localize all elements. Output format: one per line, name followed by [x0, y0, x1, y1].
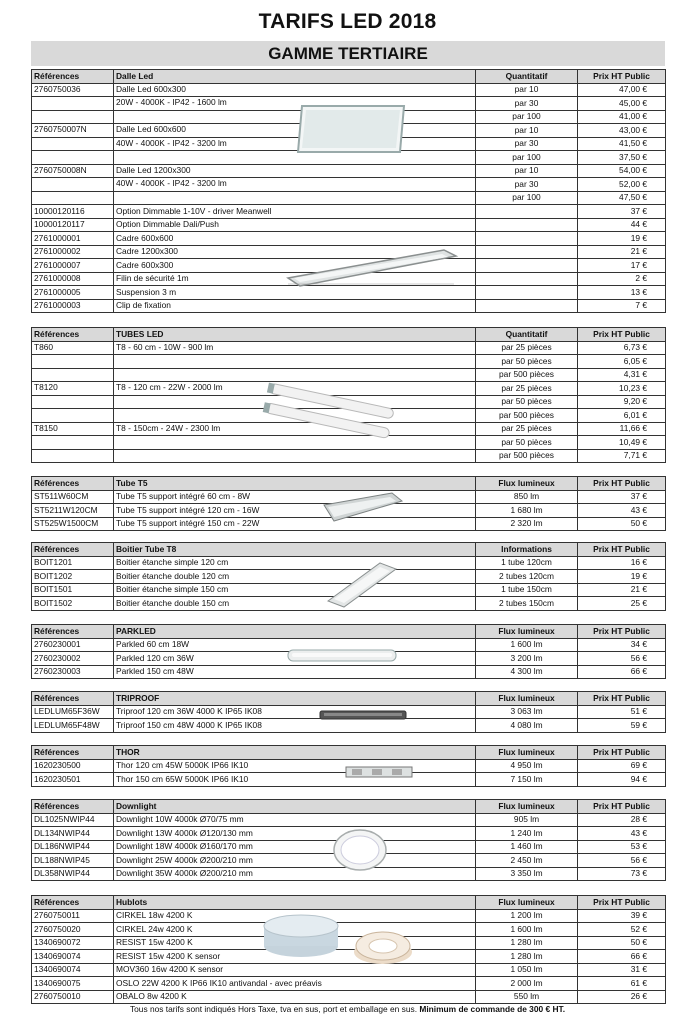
- price-cell: 53 €: [578, 840, 666, 854]
- quantity-cell: par 10: [476, 164, 578, 178]
- reference-cell: 1340690075: [32, 977, 114, 991]
- column-header-qty: Flux lumineux: [476, 896, 578, 910]
- reference-cell: DL358NWIP44: [32, 867, 114, 881]
- column-header-desc: Hublots: [114, 896, 476, 910]
- column-header-desc: PARKLED: [114, 625, 476, 639]
- quantity-cell: par 30: [476, 137, 578, 151]
- description-cell: Tube T5 support intégré 120 cm - 16W: [114, 504, 476, 518]
- price-cell: 41,50 €: [578, 137, 666, 151]
- description-cell: [114, 151, 476, 165]
- price-cell: 21 €: [578, 245, 666, 259]
- reference-cell: 10000120116: [32, 205, 114, 219]
- price-cell: 37,50 €: [578, 151, 666, 165]
- column-header-qty: Quantitatif: [476, 70, 578, 84]
- column-header-ref: Références: [32, 328, 114, 342]
- t5-tube-image: [322, 491, 404, 527]
- quantity-cell: par 10: [476, 83, 578, 97]
- description-cell: Suspension 3 m: [114, 286, 476, 300]
- info-cell: 2 450 lm: [476, 854, 578, 868]
- price-cell: 28 €: [578, 813, 666, 827]
- price-cell: 51 €: [578, 705, 666, 719]
- reference-cell: 1340690074: [32, 963, 114, 977]
- price-cell: 52,00 €: [578, 178, 666, 192]
- reference-cell: LEDLUM65F48W: [32, 719, 114, 733]
- table-row: [32, 909, 666, 923]
- table-row: [32, 950, 666, 964]
- reference-cell: BOIT1501: [32, 583, 114, 597]
- description-cell: 40W - 4000K - IP42 - 3200 lm: [114, 137, 476, 151]
- quantity-cell: par 25 pièces: [476, 382, 578, 396]
- price-cell: 21 €: [578, 583, 666, 597]
- column-header-qty: Flux lumineux: [476, 477, 578, 491]
- price-cell: 43 €: [578, 504, 666, 518]
- price-cell: 54,00 €: [578, 164, 666, 178]
- description-cell: [114, 191, 476, 205]
- table-row: [32, 665, 666, 679]
- table-row: [32, 923, 666, 937]
- info-cell: 1 tube 120cm: [476, 556, 578, 570]
- description-cell: 40W - 4000K - IP42 - 3200 lm: [114, 178, 476, 192]
- description-cell: Downlight 10W 4000k Ø70/75 mm: [114, 813, 476, 827]
- reference-cell: 2760750007N: [32, 124, 114, 138]
- dalle-panel-image: [296, 100, 408, 158]
- table-row: [32, 191, 666, 205]
- info-cell: 550 lm: [476, 990, 578, 1004]
- quantity-cell: [476, 232, 578, 246]
- price-cell: 19 €: [578, 570, 666, 584]
- price-cell: 11,66 €: [578, 422, 666, 436]
- price-cell: 66 €: [578, 665, 666, 679]
- reference-cell: [32, 355, 114, 369]
- column-header-price: Prix HT Public: [578, 543, 666, 557]
- table-row: [32, 977, 666, 991]
- price-cell: 47,50 €: [578, 191, 666, 205]
- price-cell: 52 €: [578, 923, 666, 937]
- parkled-image: [286, 646, 398, 666]
- info-cell: 1 050 lm: [476, 963, 578, 977]
- info-cell: 1 280 lm: [476, 950, 578, 964]
- quantity-cell: par 500 pièces: [476, 449, 578, 463]
- header-row: [32, 70, 666, 84]
- quantity-cell: [476, 245, 578, 259]
- quantity-cell: par 50 pièces: [476, 395, 578, 409]
- column-header-qty: Flux lumineux: [476, 800, 578, 814]
- info-cell: 3 200 lm: [476, 652, 578, 666]
- description-cell: Downlight 13W 4000k Ø120/130 mm: [114, 827, 476, 841]
- price-cell: 6,05 €: [578, 355, 666, 369]
- reference-cell: DL1025NWIP44: [32, 813, 114, 827]
- quantity-cell: par 30: [476, 178, 578, 192]
- info-cell: 4 300 lm: [476, 665, 578, 679]
- column-header-desc: TUBES LED: [114, 328, 476, 342]
- quantity-cell: par 25 pièces: [476, 341, 578, 355]
- info-cell: 1 tube 150cm: [476, 583, 578, 597]
- table-row: [32, 178, 666, 192]
- reference-cell: 2760750010: [32, 990, 114, 1004]
- quantity-cell: [476, 299, 578, 313]
- info-cell: 1 600 lm: [476, 638, 578, 652]
- price-cell: 69 €: [578, 759, 666, 773]
- info-cell: 1 200 lm: [476, 909, 578, 923]
- reference-cell: 1620230500: [32, 759, 114, 773]
- column-header-qty: Informations: [476, 543, 578, 557]
- reference-cell: T8120: [32, 382, 114, 396]
- price-cell: 47,00 €: [578, 83, 666, 97]
- reference-cell: ST5211W120CM: [32, 504, 114, 518]
- column-header-price: Prix HT Public: [578, 800, 666, 814]
- description-cell: Downlight 35W 4000k Ø200/210 mm: [114, 867, 476, 881]
- description-cell: Tube T5 support intégré 150 cm - 22W: [114, 517, 476, 531]
- description-cell: Option Dimmable 1-10V - driver Meanwell: [114, 205, 476, 219]
- header-row: [32, 800, 666, 814]
- description-cell: Triproof 150 cm 48W 4000 K IP65 IK08: [114, 719, 476, 733]
- description-cell: Boitier étanche simple 120 cm: [114, 556, 476, 570]
- cirkel-image: [262, 912, 340, 960]
- description-cell: Boitier étanche double 150 cm: [114, 597, 476, 611]
- quantity-cell: [476, 286, 578, 300]
- column-header-price: Prix HT Public: [578, 70, 666, 84]
- column-header-price: Prix HT Public: [578, 625, 666, 639]
- header-row: [32, 477, 666, 491]
- reference-cell: [32, 436, 114, 450]
- description-cell: Boitier étanche double 120 cm: [114, 570, 476, 584]
- column-header-ref: Références: [32, 896, 114, 910]
- price-cell: 6,73 €: [578, 341, 666, 355]
- price-cell: 44 €: [578, 218, 666, 232]
- description-cell: Clip de fixation: [114, 299, 476, 313]
- reference-cell: 2761000002: [32, 245, 114, 259]
- description-cell: Dalle Led 600x300: [114, 83, 476, 97]
- quantity-cell: par 100: [476, 191, 578, 205]
- description-cell: OSLO 22W 4200 K IP66 IK10 antivandal - avec préavis: [114, 977, 476, 991]
- column-header-desc: Downlight: [114, 800, 476, 814]
- column-header-ref: Références: [32, 746, 114, 760]
- reference-cell: BOIT1201: [32, 556, 114, 570]
- reference-cell: 2760750020: [32, 923, 114, 937]
- thor-image: [344, 761, 414, 785]
- description-cell: Thor 120 cm 45W 5000K IP66 IK10: [114, 759, 476, 773]
- reference-cell: [32, 137, 114, 151]
- description-cell: T8 - 150cm - 24W - 2300 lm: [114, 422, 476, 436]
- footer-text: Tous nos tarifs sont indiqués Hors Taxe, tva en sus, port et emballage en sus.: [129, 1004, 420, 1014]
- description-cell: Cadre 600x600: [114, 232, 476, 246]
- column-header-ref: Références: [32, 800, 114, 814]
- description-cell: Downlight 25W 4000k Ø200/210 mm: [114, 854, 476, 868]
- column-header-qty: Flux lumineux: [476, 746, 578, 760]
- price-cell: 34 €: [578, 638, 666, 652]
- price-cell: 43,00 €: [578, 124, 666, 138]
- reference-cell: [32, 409, 114, 423]
- header-row: [32, 746, 666, 760]
- reference-cell: 1340690072: [32, 936, 114, 950]
- reference-cell: [32, 191, 114, 205]
- cadre-image: [284, 246, 460, 290]
- description-cell: Cadre 600x300: [114, 259, 476, 273]
- price-cell: 31 €: [578, 963, 666, 977]
- table-row: [32, 963, 666, 977]
- info-cell: 4 950 lm: [476, 759, 578, 773]
- price-cell: 50 €: [578, 936, 666, 950]
- reference-cell: 1340690074: [32, 950, 114, 964]
- column-header-desc: THOR: [114, 746, 476, 760]
- info-cell: 2 000 lm: [476, 977, 578, 991]
- price-cell: 73 €: [578, 867, 666, 881]
- description-cell: Parkled 120 cm 36W: [114, 652, 476, 666]
- info-cell: 2 tubes 120cm: [476, 570, 578, 584]
- reference-cell: 2760230002: [32, 652, 114, 666]
- boitier-image: [324, 557, 400, 609]
- reference-cell: 2761000005: [32, 286, 114, 300]
- info-cell: 2 320 lm: [476, 517, 578, 531]
- table-row: [32, 813, 666, 827]
- price-cell: 37 €: [578, 205, 666, 219]
- column-header-price: Prix HT Public: [578, 746, 666, 760]
- reference-cell: 2761000008: [32, 272, 114, 286]
- quantity-cell: [476, 218, 578, 232]
- price-cell: 41,00 €: [578, 110, 666, 124]
- quantity-cell: [476, 259, 578, 273]
- info-cell: 905 lm: [476, 813, 578, 827]
- column-header-ref: Références: [32, 543, 114, 557]
- column-header-qty: Flux lumineux: [476, 625, 578, 639]
- column-header-price: Prix HT Public: [578, 328, 666, 342]
- table-row: [32, 341, 666, 355]
- price-cell: 39 €: [578, 909, 666, 923]
- tube-image: [262, 380, 398, 446]
- column-header-price: Prix HT Public: [578, 477, 666, 491]
- table-row: [32, 355, 666, 369]
- quantity-cell: par 100: [476, 151, 578, 165]
- price-cell: 7 €: [578, 299, 666, 313]
- reference-cell: 1620230501: [32, 773, 114, 787]
- info-cell: 850 lm: [476, 490, 578, 504]
- reference-cell: BOIT1502: [32, 597, 114, 611]
- column-header-desc: TRIPROOF: [114, 692, 476, 706]
- info-cell: 3 063 lm: [476, 705, 578, 719]
- reference-cell: 2760750011: [32, 909, 114, 923]
- column-header-desc: Boitier Tube T8: [114, 543, 476, 557]
- price-cell: 94 €: [578, 773, 666, 787]
- quantity-cell: par 50 pièces: [476, 355, 578, 369]
- info-cell: 4 080 lm: [476, 719, 578, 733]
- price-cell: 17 €: [578, 259, 666, 273]
- description-cell: Filin de sécurité 1m: [114, 272, 476, 286]
- footer-note: [0, 1004, 695, 1014]
- description-cell: RESIST 15w 4200 K: [114, 936, 476, 950]
- price-cell: 45,00 €: [578, 97, 666, 111]
- reference-cell: T8150: [32, 422, 114, 436]
- reference-cell: 2761000001: [32, 232, 114, 246]
- header-row: [32, 543, 666, 557]
- table-row: [32, 205, 666, 219]
- table-row: [32, 936, 666, 950]
- reference-cell: [32, 395, 114, 409]
- page-title: TARIFS LED 2018: [258, 10, 437, 33]
- quantity-cell: par 25 pièces: [476, 422, 578, 436]
- price-cell: 26 €: [578, 990, 666, 1004]
- description-cell: MOV360 16w 4200 K sensor: [114, 963, 476, 977]
- quantity-cell: par 30: [476, 97, 578, 111]
- price-cell: 25 €: [578, 597, 666, 611]
- reference-cell: [32, 97, 114, 111]
- quantity-cell: [476, 205, 578, 219]
- reference-cell: [32, 110, 114, 124]
- price-cell: 4,31 €: [578, 368, 666, 382]
- price-cell: 50 €: [578, 517, 666, 531]
- reference-cell: [32, 151, 114, 165]
- info-cell: 1 460 lm: [476, 840, 578, 854]
- description-cell: [114, 110, 476, 124]
- reference-cell: DL134NWIP44: [32, 827, 114, 841]
- price-cell: 6,01 €: [578, 409, 666, 423]
- description-cell: RESIST 15w 4200 K sensor: [114, 950, 476, 964]
- quantity-cell: par 500 pièces: [476, 368, 578, 382]
- reference-cell: ST511W60CM: [32, 490, 114, 504]
- reference-cell: [32, 449, 114, 463]
- price-cell: 7,71 €: [578, 449, 666, 463]
- table-row: [32, 83, 666, 97]
- reference-cell: DL186NWIP44: [32, 840, 114, 854]
- reference-cell: [32, 368, 114, 382]
- column-header-qty: Flux lumineux: [476, 692, 578, 706]
- description-cell: [114, 449, 476, 463]
- table-row: [32, 449, 666, 463]
- table-row: [32, 299, 666, 313]
- description-cell: OBALO 8w 4200 K: [114, 990, 476, 1004]
- price-cell: 10,49 €: [578, 436, 666, 450]
- downlight-image: [332, 828, 388, 872]
- reference-cell: ST525W1500CM: [32, 517, 114, 531]
- header-row: [32, 896, 666, 910]
- column-header-ref: Références: [32, 70, 114, 84]
- description-cell: Thor 150 cm 65W 5000K IP66 IK10: [114, 773, 476, 787]
- column-header-price: Prix HT Public: [578, 896, 666, 910]
- triproof-image: [318, 705, 408, 725]
- reference-cell: LEDLUM65F36W: [32, 705, 114, 719]
- description-cell: 20W - 4000K - IP42 - 1600 lm: [114, 97, 476, 111]
- reference-cell: 2760750036: [32, 83, 114, 97]
- price-cell: 56 €: [578, 652, 666, 666]
- page-subtitle: GAMME TERTIAIRE: [31, 41, 665, 66]
- reference-cell: 10000120117: [32, 218, 114, 232]
- description-cell: Boitier étanche simple 150 cm: [114, 583, 476, 597]
- table-row: [32, 164, 666, 178]
- info-cell: 3 350 lm: [476, 867, 578, 881]
- info-cell: 1 280 lm: [476, 936, 578, 950]
- column-header-ref: Références: [32, 477, 114, 491]
- footer-minimum: Minimum de commande de 300 € HT.: [419, 1004, 566, 1014]
- price-cell: 16 €: [578, 556, 666, 570]
- description-cell: CIRKEL 18w 4200 K: [114, 909, 476, 923]
- table-row: [32, 232, 666, 246]
- info-cell: 7 150 lm: [476, 773, 578, 787]
- quantity-cell: par 10: [476, 124, 578, 138]
- description-cell: Tube T5 support intégré 60 cm - 8W: [114, 490, 476, 504]
- price-cell: 59 €: [578, 719, 666, 733]
- description-cell: Parkled 60 cm 18W: [114, 638, 476, 652]
- quantity-cell: [476, 272, 578, 286]
- price-cell: 43 €: [578, 827, 666, 841]
- reference-cell: 2760230003: [32, 665, 114, 679]
- reference-cell: DL188NWIP45: [32, 854, 114, 868]
- info-cell: 2 tubes 150cm: [476, 597, 578, 611]
- column-header-desc: Tube T5: [114, 477, 476, 491]
- reference-cell: 2761000003: [32, 299, 114, 313]
- description-cell: Option Dimmable Dali/Push: [114, 218, 476, 232]
- reference-cell: [32, 178, 114, 192]
- header-row: [32, 625, 666, 639]
- reference-cell: 2760230001: [32, 638, 114, 652]
- description-cell: Parkled 150 cm 48W: [114, 665, 476, 679]
- table-row: [32, 990, 666, 1004]
- price-cell: 56 €: [578, 854, 666, 868]
- column-header-ref: Références: [32, 692, 114, 706]
- description-cell: T8 - 60 cm - 10W - 900 lm: [114, 341, 476, 355]
- price-cell: 9,20 €: [578, 395, 666, 409]
- hublots-table: [31, 895, 666, 1004]
- description-cell: CIRKEL 24w 4200 K: [114, 923, 476, 937]
- price-cell: 2 €: [578, 272, 666, 286]
- description-cell: Dalle Led 1200x300: [114, 164, 476, 178]
- price-cell: 13 €: [578, 286, 666, 300]
- table-row: [32, 218, 666, 232]
- column-header-ref: Références: [32, 625, 114, 639]
- quantity-cell: par 50 pièces: [476, 436, 578, 450]
- column-header-qty: Quantitatif: [476, 328, 578, 342]
- reference-cell: 2760750008N: [32, 164, 114, 178]
- price-cell: 66 €: [578, 950, 666, 964]
- description-cell: [114, 355, 476, 369]
- price-cell: 61 €: [578, 977, 666, 991]
- info-cell: 1 680 lm: [476, 504, 578, 518]
- description-cell: T8 - 120 cm - 22W - 2000 lm: [114, 382, 476, 396]
- price-cell: 19 €: [578, 232, 666, 246]
- info-cell: 1 600 lm: [476, 923, 578, 937]
- description-cell: Triproof 120 cm 36W 4000 K IP65 IK08: [114, 705, 476, 719]
- description-cell: Downlight 18W 4000k Ø160/170 mm: [114, 840, 476, 854]
- quantity-cell: par 100: [476, 110, 578, 124]
- quantity-cell: par 500 pièces: [476, 409, 578, 423]
- column-header-desc: Dalle Led: [114, 70, 476, 84]
- reference-cell: BOIT1202: [32, 570, 114, 584]
- description-cell: Cadre 1200x300: [114, 245, 476, 259]
- description-cell: Dalle Led 600x600: [114, 124, 476, 138]
- reference-cell: 2761000007: [32, 259, 114, 273]
- header-row: [32, 328, 666, 342]
- info-cell: 1 240 lm: [476, 827, 578, 841]
- price-cell: 37 €: [578, 490, 666, 504]
- column-header-price: Prix HT Public: [578, 692, 666, 706]
- resist-image: [352, 926, 414, 966]
- reference-cell: T860: [32, 341, 114, 355]
- header-row: [32, 692, 666, 706]
- price-cell: 10,23 €: [578, 382, 666, 396]
